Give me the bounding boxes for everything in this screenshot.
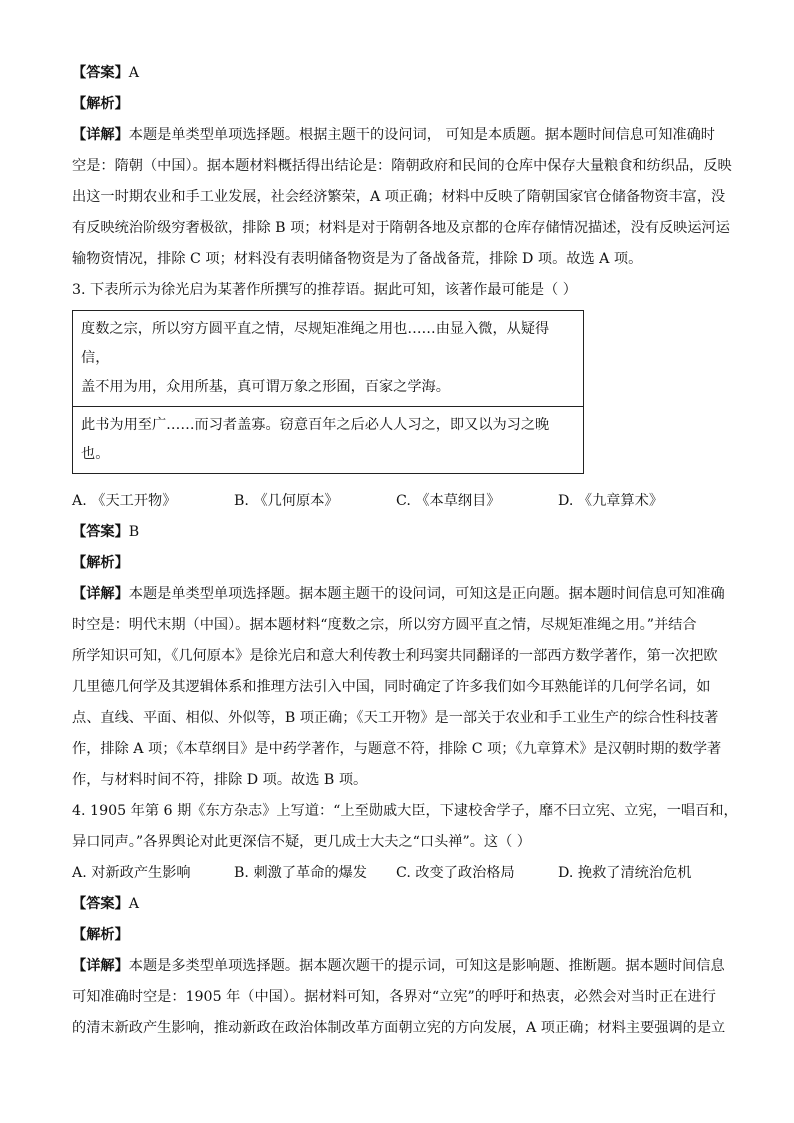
q4-analysis-label xyxy=(72,920,724,951)
option-b[interactable]: B. 刺激了革命的爆发 xyxy=(234,865,367,881)
q3-analysis-label xyxy=(72,548,724,579)
q2-detail-line-2: 空是：隋朝（中国）。据本题材料概括得出结论是：隋朝政府和民间的仓库中保存大量粮食和纺织品，反映 xyxy=(72,158,732,174)
detail-text: 本题是单类型单项选择题。根据主题干的设问词， 可知是本质题。据本题时间信息可知准确时 xyxy=(128,127,715,143)
table-cell-line: 盖不用为用，众用所基，真可谓万象之形囿，百家之学海。 xyxy=(81,379,450,395)
q3-detail-line-3: 所学知识可知，《几何原本》是徐光启和意大利传教士利玛窦共同翻译的一部西方数学著作，第一次把欧 xyxy=(72,648,718,664)
detail-text: 本题是单类型单项选择题。据本题主题干的设问词，可知这是正向题。据本题时间信息可知准确 xyxy=(128,586,725,602)
table-row xyxy=(73,311,584,407)
analysis-label: 【解析】 xyxy=(72,927,129,943)
q2-detail-line-5: 输物资情况，排除 C 项；材料没有表明储备物资是为了备战备荒，排除 D 项。故选 A 项。 xyxy=(72,251,643,267)
option-d[interactable]: D. 挽救了清统治危机 xyxy=(558,865,692,881)
q3-answer xyxy=(72,517,724,548)
q4-options xyxy=(72,858,724,889)
answer-label: 【答案】 xyxy=(72,65,129,81)
q2-answer xyxy=(72,58,724,89)
q2-detail-line-3: 出这一时期农业和手工业发展，社会经济繁荣，A 项正确；材料中反映了隋朝国家官仓储备物资丰富，没 xyxy=(72,189,726,205)
q3-detail-line-2: 时空是：明代末期（中国）。据本题材料“度数之宗，所以穷方圆平直之情，尽规矩准绳之用。”并结合 xyxy=(72,617,697,633)
q3-options xyxy=(72,486,724,517)
q3-detail-line-4: 几里德几何学及其逻辑体系和推理方法引入中国，同时确定了许多我们如今耳熟能详的几何学名词，如 xyxy=(72,679,711,695)
q3-material-table xyxy=(72,310,584,474)
q3-detail-line-7: 作，与材料时间不符，排除 D 项。故选 B 项。 xyxy=(72,772,368,788)
analysis-label: 【解析】 xyxy=(72,96,129,112)
detail-label: 【详解】 xyxy=(72,127,129,143)
q2-detail-line-4: 有反映统治阶级穷奢极欲，排除 B 项；材料是对于隋朝各地及京都的仓库存储情况描述，没有反映运河运 xyxy=(72,220,730,236)
answer-label: 【答案】 xyxy=(72,524,129,540)
answer-value: A xyxy=(128,896,140,912)
option-b[interactable]: B. 《几何原本》 xyxy=(234,493,339,509)
table-cell-line: 度数之宗，所以穷方圆平直之情，尽规矩准绳之用也……由显入微，从疑得信， xyxy=(81,321,550,366)
answer-value: A xyxy=(128,65,140,81)
option-a[interactable]: A. 对新政产生影响 xyxy=(72,865,191,881)
q4-answer xyxy=(72,889,724,920)
option-d[interactable]: D. 《九章算术》 xyxy=(558,493,664,509)
analysis-label: 【解析】 xyxy=(72,555,129,571)
answer-value: B xyxy=(128,524,140,540)
q2-analysis-label xyxy=(72,89,724,120)
q3-detail-line-5: 点、直线、平面、相似、外似等，B 项正确；《天工开物》是一部关于农业和手工业生产的综合性科技著 xyxy=(72,710,719,726)
q4-stem-line-1: 4. 1905 年第 6 期《东方杂志》上写道：“上至勋戚大臣，下逮校舍学子，靡不曰立宪、立宪，一唱百和， xyxy=(72,803,738,819)
document-page xyxy=(72,58,738,1044)
detail-label: 【详解】 xyxy=(72,586,129,602)
option-c[interactable]: C. 改变了政治格局 xyxy=(396,865,515,881)
q4-detail-line-1 xyxy=(72,951,724,982)
q4-detail-line-3: 的清末新政产生影响，推动新政在政治体制改革方面朝立宪的方向发展，A 项正确；材料主要强调的是立 xyxy=(72,1020,726,1036)
q4-detail-line-2: 可知准确时空是：1905 年（中国）。据材料可知，各界对“立宪”的呼吁和热衷，必然会对当时正在进行 xyxy=(72,989,716,1005)
table-cell: 此书为用至广……而习者盖寡。窃意百年之后必人人习之，即又以为习之晚也。 xyxy=(73,407,584,474)
table-cell xyxy=(73,311,584,407)
q3-detail-line-6: 作，排除 A 项；《本草纲目》是中药学著作，与题意不符，排除 C 项；《九章算术》是汉朝时期的数学著 xyxy=(72,741,722,757)
q3-detail-line-1 xyxy=(72,579,724,610)
detail-label: 【详解】 xyxy=(72,958,129,974)
q4-stem-line-2: 异口同声。”各界舆论对此更深信不疑，更几成士大夫之“口头禅”。这（ ） xyxy=(72,834,531,850)
option-c[interactable]: C. 《本草纲目》 xyxy=(396,493,501,509)
q2-detail-line-1 xyxy=(72,120,724,151)
answer-label: 【答案】 xyxy=(72,896,129,912)
detail-text: 本题是多类型单项选择题。据本题次题干的提示词，可知这是影响题、推断题。据本题时间信息 xyxy=(128,958,725,974)
option-a[interactable]: A. 《天工开物》 xyxy=(72,493,177,509)
table-row xyxy=(73,407,584,474)
q3-stem: 3. 下表所示为徐光启为某著作所撰写的推荐语。据此可知，该著作最可能是（ ） xyxy=(72,282,577,298)
